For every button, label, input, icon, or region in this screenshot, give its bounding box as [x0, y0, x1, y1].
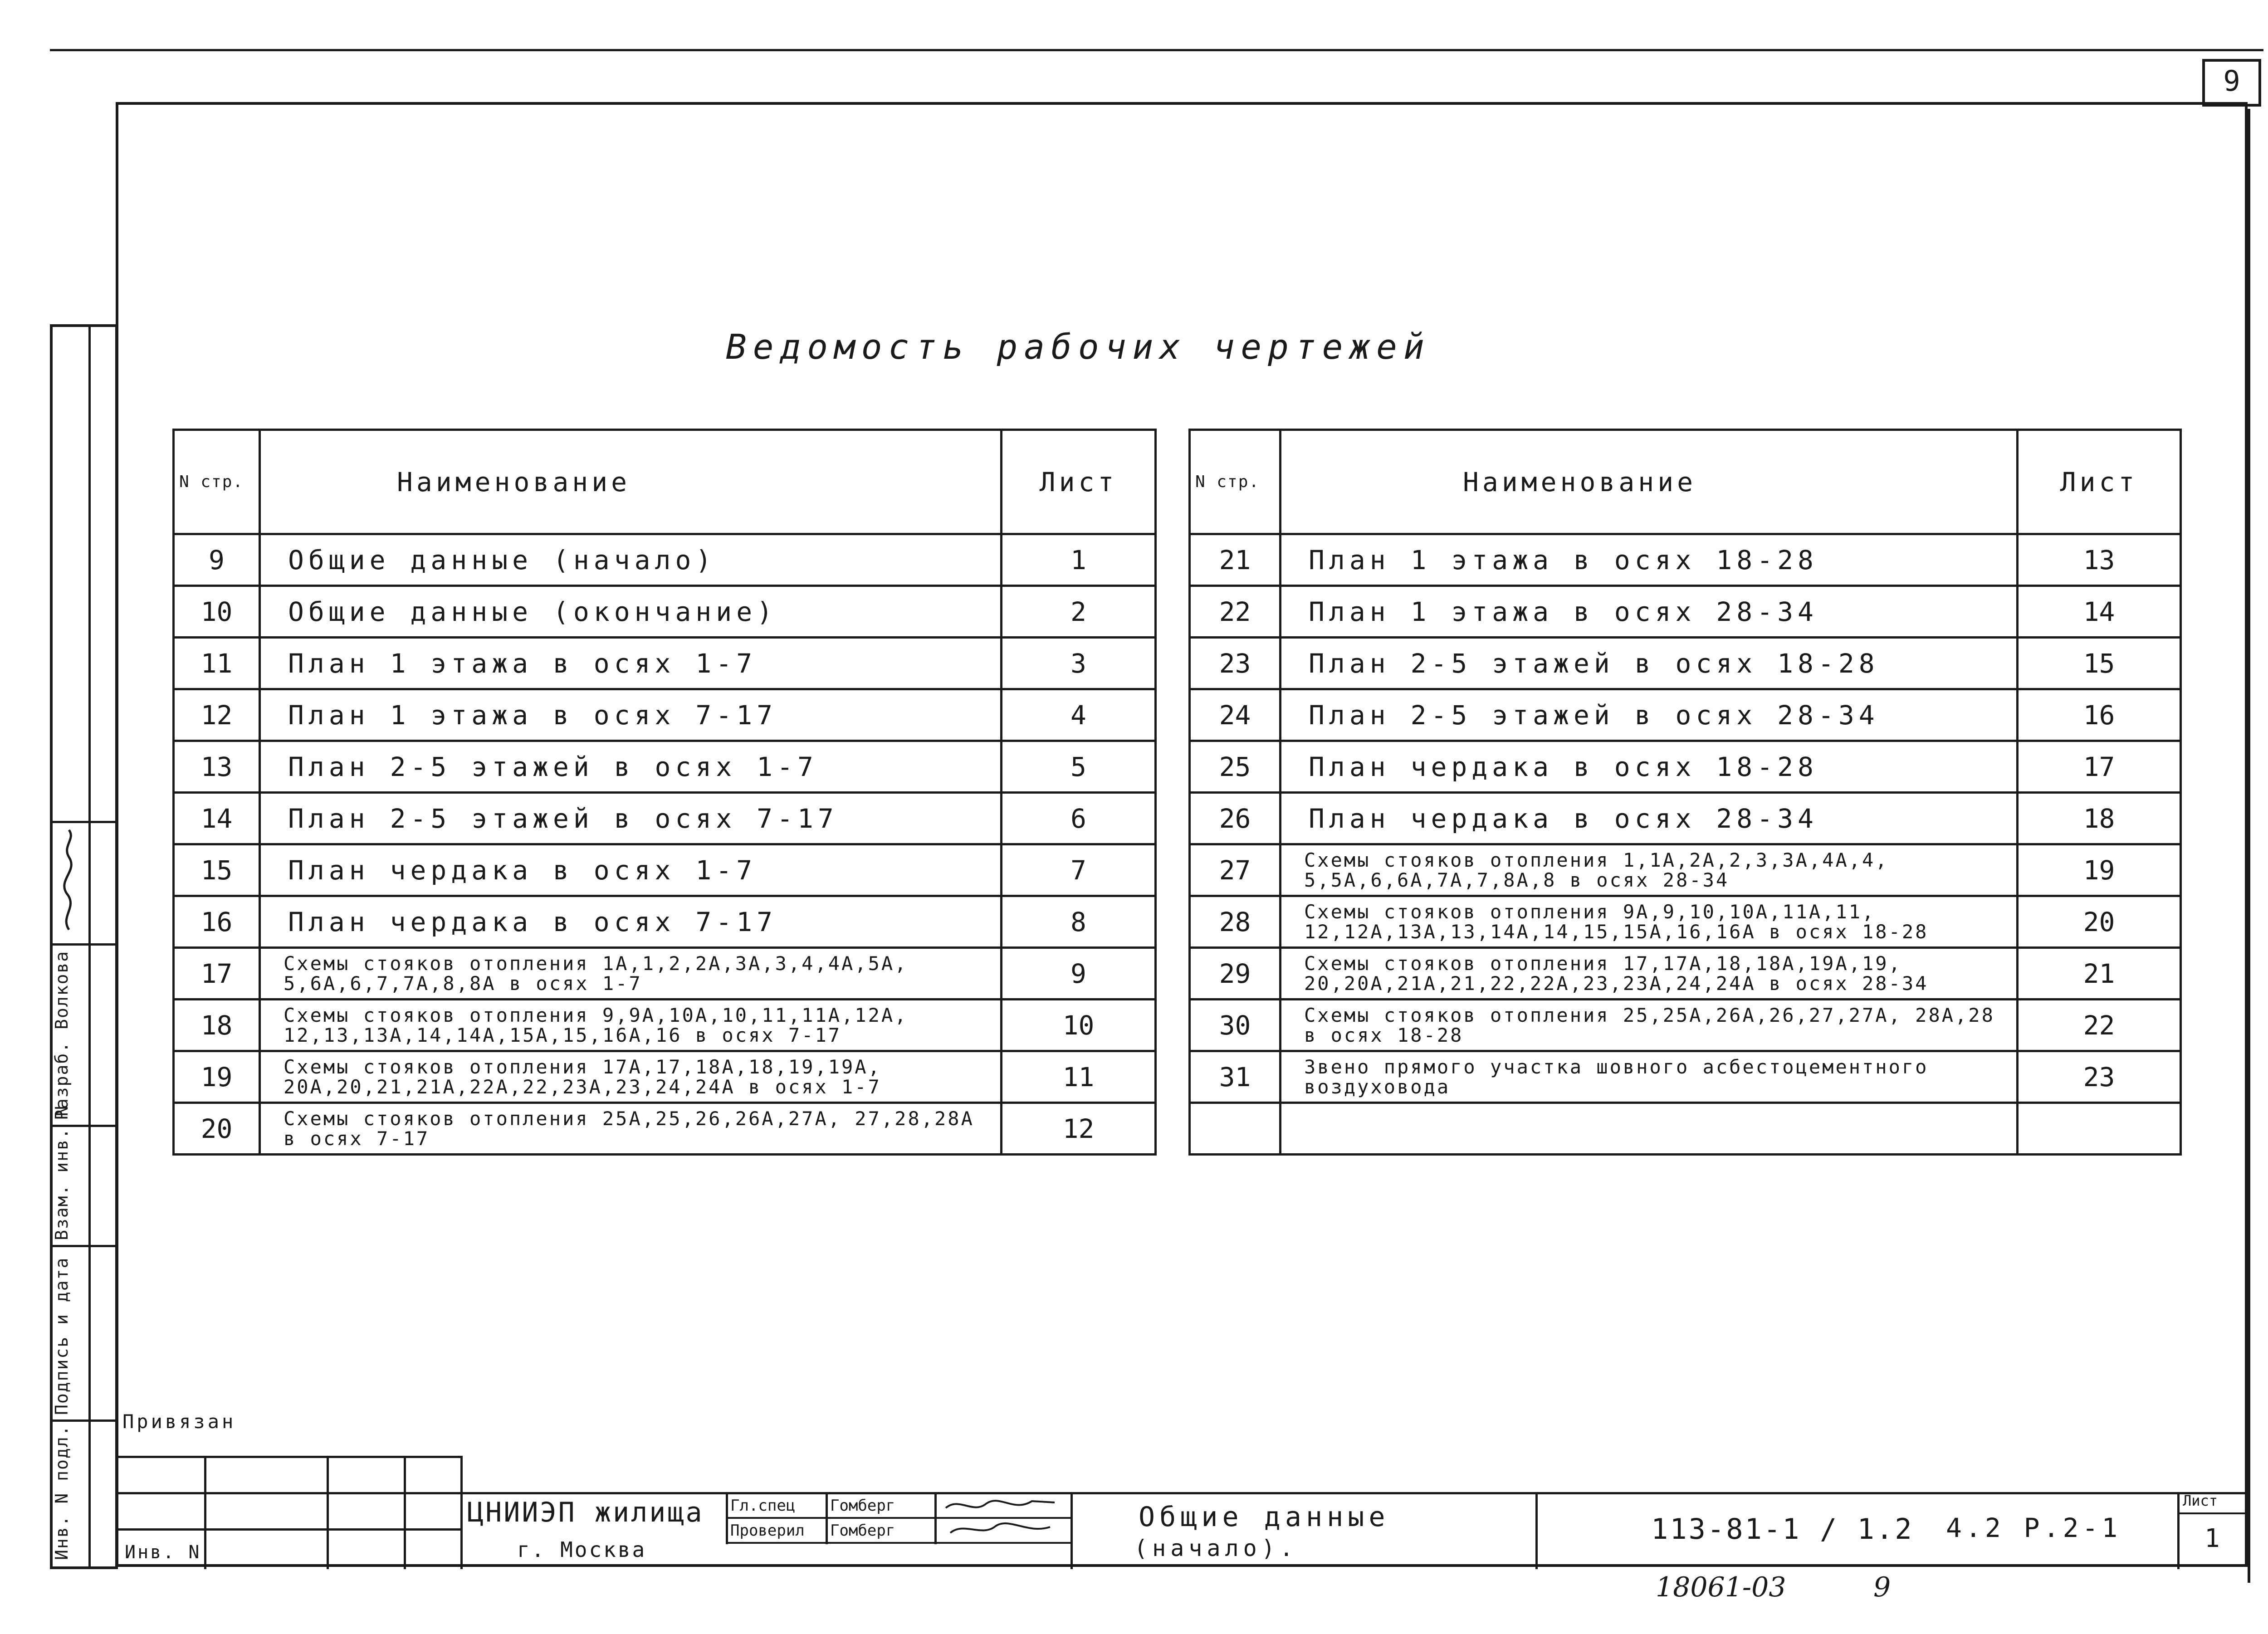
header-name: Наименование — [260, 430, 1002, 534]
row-name: Схемы стояков отопления 9,9А,10А,10,11,11А,12А, 12,13,13А,14,14А,15А,15,16А,16 в осях 7-17 — [260, 1000, 1002, 1051]
header-num: N стр. — [174, 430, 260, 534]
row-page: 20 — [174, 1103, 260, 1155]
row-page: 26 — [1190, 793, 1281, 844]
row-sheet: 10 — [1002, 1000, 1156, 1051]
table-row — [1190, 896, 2181, 948]
row-page: 10 — [174, 586, 260, 638]
row-sheet: 22 — [2018, 1000, 2181, 1051]
name-2: Гомберг — [830, 1522, 895, 1540]
row-sheet: 13 — [2018, 534, 2181, 586]
row-sheet: 17 — [2018, 741, 2181, 793]
row-sheet: 23 — [2018, 1051, 2181, 1103]
org-city: г. Москва — [517, 1537, 647, 1562]
row-page: 13 — [174, 741, 260, 793]
row-sheet: 14 — [2018, 586, 2181, 638]
org-name: ЦНИИЭП жилища — [467, 1497, 704, 1528]
row-name: План 2-5 этажей в осях 7-17 — [260, 793, 1002, 844]
side-podpis-data: Подпись и дата — [52, 1257, 72, 1415]
table-row — [174, 948, 1156, 1000]
table-row — [174, 1000, 1156, 1051]
doc-title-line2: (начало). — [1134, 1535, 1298, 1561]
row-sheet — [2018, 1103, 2181, 1155]
row-page — [1190, 1103, 1281, 1155]
side-stamp-sep — [50, 1245, 118, 1247]
table-row — [174, 689, 1156, 741]
table-row — [1190, 534, 2181, 586]
role-2: Проверил — [730, 1522, 805, 1540]
row-page: 17 — [174, 948, 260, 1000]
right-sheet-table — [1188, 429, 2182, 1156]
row-name: Схемы стояков отопления 17,17А,18,18А,19А,19, 20,20А,21А,21,22,22А,23,23А,24,24А в осях 28-34 — [1281, 948, 2018, 1000]
row-sheet: 9 — [1002, 948, 1156, 1000]
table-row — [174, 793, 1156, 844]
table-row — [1190, 638, 2181, 689]
row-name: Схемы стояков отопления 1,1А,2А,2,3,3А,4А,4, 5,5А,6,6А,7А,7,8А,8 в осях 28-34 — [1281, 844, 2018, 896]
side-razrab-name: Волкова — [52, 950, 72, 1029]
row-name: Звено прямого участка шовного асбестоцементного воздуховода — [1281, 1051, 2018, 1103]
tb-vline — [204, 1456, 206, 1569]
row-name: План 2-5 этажей в осях 18-28 — [1281, 638, 2018, 689]
row-name: Схемы стояков отопления 17А,17,18А,18,19,19А, 20А,20,21,21А,22А,22,23А,23,24,24А в осях 1-7 — [260, 1051, 1002, 1103]
row-name: Схемы стояков отопления 25А,25,26,26А,27А, 27,28,28А в осях 7-17 — [260, 1103, 1002, 1155]
privyazan-label: Привязан — [122, 1410, 236, 1433]
row-name — [1281, 1103, 2018, 1155]
sheet-label: Лист — [2183, 1492, 2218, 1509]
row-name: Общие данные (окончание) — [260, 586, 1002, 638]
tb-line — [2177, 1512, 2248, 1514]
table-row — [1190, 1051, 2181, 1103]
sheet-value: 1 — [2204, 1524, 2220, 1553]
side-vzam-inv: Взам. инв. N — [52, 1105, 72, 1240]
row-name: Общие данные (начало) — [260, 534, 1002, 586]
table-row — [1190, 586, 2181, 638]
row-sheet: 19 — [2018, 844, 2181, 896]
tb-line — [726, 1542, 1070, 1544]
row-sheet: 21 — [2018, 948, 2181, 1000]
table-row — [174, 844, 1156, 896]
row-sheet: 3 — [1002, 638, 1156, 689]
row-sheet: 2 — [1002, 586, 1156, 638]
row-page: 15 — [174, 844, 260, 896]
inv-n-label: Инв. N — [125, 1542, 201, 1563]
row-page: 16 — [174, 896, 260, 948]
tb-line — [116, 1492, 2248, 1494]
table-row — [174, 896, 1156, 948]
side-stamp-divider — [88, 324, 91, 1569]
row-page: 21 — [1190, 534, 1281, 586]
row-name: План 2-5 этажей в осях 1-7 — [260, 741, 1002, 793]
header-sheet: Лист — [2018, 430, 2181, 534]
archive-page: 9 — [1873, 1571, 1891, 1603]
tb-vline — [327, 1456, 329, 1569]
header-num: N стр. — [1190, 430, 1281, 534]
page-title: Ведомость рабочих чертежей — [726, 327, 1431, 367]
doc-code: 113-81-1 / 1.2 — [1651, 1512, 1914, 1546]
doc-title-line1: Общие данные — [1139, 1501, 1390, 1533]
page-number: 9 — [2223, 64, 2240, 98]
row-name: План 2-5 этажей в осях 28-34 — [1281, 689, 2018, 741]
left-sheet-table — [172, 429, 1157, 1156]
row-page: 22 — [1190, 586, 1281, 638]
signature-icon — [941, 1494, 1064, 1542]
table-row — [174, 638, 1156, 689]
page-number-box — [2202, 59, 2261, 107]
row-page: 24 — [1190, 689, 1281, 741]
side-stamp-sep — [50, 821, 118, 823]
row-name: План 1 этажа в осях 1-7 — [260, 638, 1002, 689]
table-row — [174, 586, 1156, 638]
row-name: План чердака в осях 1-7 — [260, 844, 1002, 896]
row-sheet: 8 — [1002, 896, 1156, 948]
row-sheet: 11 — [1002, 1051, 1156, 1103]
name-1: Гомберг — [830, 1497, 895, 1515]
tb-vline — [460, 1456, 463, 1569]
row-sheet: 16 — [2018, 689, 2181, 741]
archive-doc-number: 18061-03 — [1656, 1571, 1786, 1603]
signature-icon — [51, 825, 87, 934]
tb-line — [116, 1456, 460, 1458]
table-row — [1190, 689, 2181, 741]
row-name: Схемы стояков отопления 1А,1,2,2А,3А,3,4,4А,5А, 5,6А,6,7,7А,8,8А в осях 1-7 — [260, 948, 1002, 1000]
row-sheet: 6 — [1002, 793, 1156, 844]
table-row — [1190, 844, 2181, 896]
row-sheet: 20 — [2018, 896, 2181, 948]
tb-line — [116, 1528, 460, 1531]
row-page: 23 — [1190, 638, 1281, 689]
header-sheet: Лист — [1002, 430, 1156, 534]
row-page: 9 — [174, 534, 260, 586]
row-sheet: 15 — [2018, 638, 2181, 689]
row-name: План 1 этажа в осях 7-17 — [260, 689, 1002, 741]
row-sheet: 4 — [1002, 689, 1156, 741]
tb-vline — [1535, 1492, 1538, 1569]
row-name: Схемы стояков отопления 25,25А,26А,26,27,27А, 28А,28 в осях 18-28 — [1281, 1000, 2018, 1051]
row-name: План 1 этажа в осях 18-28 — [1281, 534, 2018, 586]
row-page: 31 — [1190, 1051, 1281, 1103]
table-row — [1190, 793, 2181, 844]
table-row — [174, 1103, 1156, 1155]
right-outer-line — [2248, 109, 2250, 1583]
table-row — [174, 741, 1156, 793]
side-inv-podl: Инв. N подл. — [52, 1424, 72, 1560]
top-border-line — [50, 49, 2263, 51]
row-name: План чердака в осях 28-34 — [1281, 793, 2018, 844]
row-page: 25 — [1190, 741, 1281, 793]
row-page: 12 — [174, 689, 260, 741]
row-page: 27 — [1190, 844, 1281, 896]
table-row — [1190, 1000, 2181, 1051]
row-page: 30 — [1190, 1000, 1281, 1051]
side-stamp-sep — [50, 943, 118, 946]
row-name: План 1 этажа в осях 28-34 — [1281, 586, 2018, 638]
table-row — [1190, 741, 2181, 793]
tb-vline — [404, 1456, 406, 1569]
table-row — [174, 534, 1156, 586]
role-1: Гл.спец — [730, 1497, 796, 1515]
tb-vline — [2177, 1492, 2180, 1569]
row-sheet: 12 — [1002, 1103, 1156, 1155]
table-row — [174, 1051, 1156, 1103]
header-name: Наименование — [1281, 430, 2018, 534]
row-page: 19 — [174, 1051, 260, 1103]
side-razrab-label: Разраб. — [52, 1041, 72, 1120]
table-row — [1190, 1103, 2181, 1155]
row-page: 11 — [174, 638, 260, 689]
table-row — [1190, 948, 2181, 1000]
row-sheet: 7 — [1002, 844, 1156, 896]
row-page: 14 — [174, 793, 260, 844]
row-page: 28 — [1190, 896, 1281, 948]
row-name: План чердака в осях 7-17 — [260, 896, 1002, 948]
row-page: 18 — [174, 1000, 260, 1051]
row-sheet: 1 — [1002, 534, 1156, 586]
doc-code-part: 4.2 Р.2-1 — [1946, 1512, 2121, 1543]
row-name: План чердака в осях 18-28 — [1281, 741, 2018, 793]
side-stamp-sep — [50, 1419, 118, 1422]
row-sheet: 18 — [2018, 793, 2181, 844]
row-page: 29 — [1190, 948, 1281, 1000]
tb-vline — [1070, 1492, 1073, 1569]
row-sheet: 5 — [1002, 741, 1156, 793]
row-name: Схемы стояков отопления 9А,9,10,10А,11А,11, 12,12А,13А,13,14А,14,15,15А,16,16А в осях 18-28 — [1281, 896, 2018, 948]
